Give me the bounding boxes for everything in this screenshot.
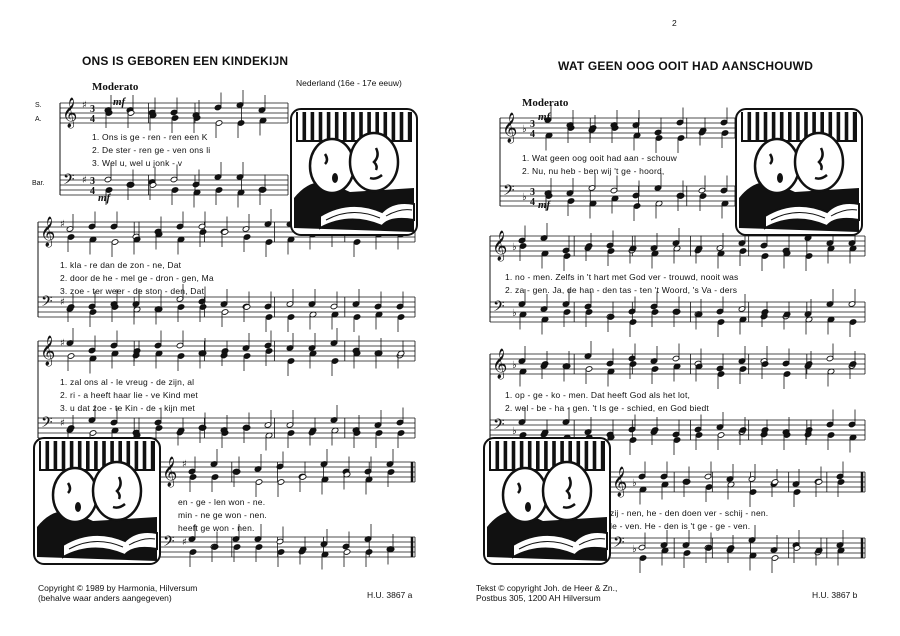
- time-signature: 4: [530, 129, 535, 140]
- lyric-line: 1. zal ons al - le vreug - de zijn, al: [60, 377, 195, 387]
- left-dynamic-upper: mf: [113, 96, 126, 108]
- lyric-line: 1. op - ge - ko - men. Dat heeft God als het lot,: [505, 390, 691, 400]
- treble-clef: 𝄞: [62, 98, 78, 128]
- flat-sign: ♭: [512, 242, 517, 253]
- part-alto: A.: [35, 116, 42, 123]
- lyric-line: 3. Wel u, wel u jonk - v: [92, 158, 183, 168]
- flat-sign: ♭: [632, 544, 637, 555]
- bass-clef: 𝄢: [613, 534, 625, 555]
- left-tempo: Moderato: [92, 81, 139, 93]
- bass-clef: 𝄢: [41, 414, 53, 435]
- choir-singers-logo-icon: [290, 108, 418, 236]
- time-signature: 3: [90, 104, 95, 115]
- sharp-sign: ♯: [182, 537, 187, 548]
- bass-clef: 𝄢: [63, 171, 75, 192]
- treble-clef: 𝄞: [40, 217, 56, 247]
- lyric-line: 2. za - gen. Ja, de han - den tas - ten 't Woord, 's Va - ders: [505, 285, 738, 295]
- time-signature: 4: [90, 114, 95, 125]
- flat-sign: ♭: [512, 426, 517, 437]
- lyric-line: 1. kla - re dan de zon - ne, Dat: [60, 260, 182, 270]
- part-soprano: S.: [35, 102, 42, 109]
- lyric-line: 1. no - men. Zelfs in 't hart met God ver - trouwd, nooit was: [505, 272, 739, 282]
- right-dynamic-upper: mf: [538, 111, 551, 123]
- flat-sign: ♭: [632, 478, 637, 489]
- right-copyright-line-2: Postbus 305, 1200 AH Hilversum: [476, 593, 601, 603]
- right-copyright-line-1: Tekst © copyright Joh. de Heer & Zn.,: [476, 583, 618, 593]
- flat-sign: ♭: [512, 360, 517, 371]
- lyric-line: heeft ge won - nen.: [178, 523, 255, 533]
- sharp-sign: ♯: [60, 418, 65, 429]
- right-tempo: Moderato: [522, 97, 569, 109]
- right-song-title: WAT GEEN OOG OOIT HAD AANSCHOUWD: [558, 59, 814, 73]
- treble-clef: 𝄞: [492, 231, 508, 261]
- treble-clef: 𝄞: [502, 113, 518, 143]
- treble-staff: [160, 462, 415, 482]
- time-signature: 4: [530, 197, 535, 208]
- lyric-line: 2. ri - a heeft haar lie - ve Kind met: [60, 390, 198, 400]
- lyric-line: 2. De ster - ren ge - ven ons li: [92, 145, 211, 155]
- flat-sign: ♭: [522, 124, 527, 135]
- bass-clef: 𝄢: [163, 533, 175, 554]
- lyric-line: 1. Ons is ge - ren - ren een K: [92, 132, 208, 142]
- lyric-line: zij - nen, he - den doen ver - schij - nen.: [610, 508, 769, 518]
- time-signature: 4: [90, 186, 95, 197]
- left-source: Nederland (16e - 17e eeuw): [296, 78, 402, 88]
- bass-clef: 𝄢: [493, 416, 505, 437]
- lyric-line: 2. Nu, nu heb - ben wij 't ge - hoord,: [522, 166, 665, 176]
- bass-clef: 𝄢: [41, 293, 53, 314]
- time-signature: 3: [530, 187, 535, 198]
- time-signature: 3: [90, 176, 95, 187]
- time-signature: 3: [530, 119, 535, 130]
- right-dynamic-lower: mf: [538, 199, 551, 211]
- sharp-sign: ♯: [82, 100, 87, 111]
- left-copyright-line-1: Copyright © 1989 by Harmonia, Hilversum: [38, 583, 198, 593]
- treble-clef: 𝄞: [40, 336, 56, 366]
- bass-staff: [160, 537, 415, 557]
- treble-clef: 𝄞: [612, 467, 628, 497]
- sharp-sign: ♯: [60, 297, 65, 308]
- bass-clef: 𝄢: [503, 182, 515, 203]
- treble-clef: 𝄞: [162, 457, 178, 487]
- lyric-line: 2. wel - be - ha - gen. 't Is ge - schied, en God biedt: [505, 403, 709, 413]
- treble-clef: 𝄞: [492, 349, 508, 379]
- right-catalog-number: H.U. 3867 b: [812, 590, 858, 600]
- sharp-sign: ♯: [60, 219, 65, 230]
- left-copyright-line-2: (behalve waar anders aangegeven): [38, 593, 172, 603]
- lyric-line: 2. door de he - mel ge - dron - gen, Ma: [60, 273, 214, 283]
- sharp-sign: ♯: [60, 338, 65, 349]
- lyric-line: min - ne ge won - nen.: [178, 510, 267, 520]
- lyric-line: 1. Wat geen oog ooit had aan - schouw: [522, 153, 677, 163]
- lyric-line: le - ven. He - den is 't ge - ge - ven.: [610, 521, 751, 531]
- lyric-line: en - ge - len won - ne.: [178, 497, 266, 507]
- left-song-title: ONS IS GEBOREN EEN KINDEKIJN: [82, 54, 289, 68]
- sharp-sign: ♯: [82, 175, 87, 186]
- lyric-line: 3. zoe - ter weer - de ston - den, Dat: [60, 286, 205, 296]
- flat-sign: ♭: [512, 308, 517, 319]
- flat-sign: ♭: [522, 192, 527, 203]
- sharp-sign: ♯: [182, 459, 187, 470]
- left-catalog-number: H.U. 3867 a: [367, 590, 413, 600]
- left-dynamic-lower: mf: [98, 192, 111, 204]
- choir-singers-logo-icon: [33, 437, 161, 565]
- part-baritone: Bar.: [32, 180, 45, 187]
- page-number: 2: [672, 18, 677, 28]
- choir-singers-logo-icon: [735, 108, 863, 236]
- bass-clef: 𝄢: [493, 298, 505, 319]
- choir-singers-logo-icon: [483, 437, 611, 565]
- lyric-line: 3. u dat zoe - te Kin - de - kijn met: [60, 403, 195, 413]
